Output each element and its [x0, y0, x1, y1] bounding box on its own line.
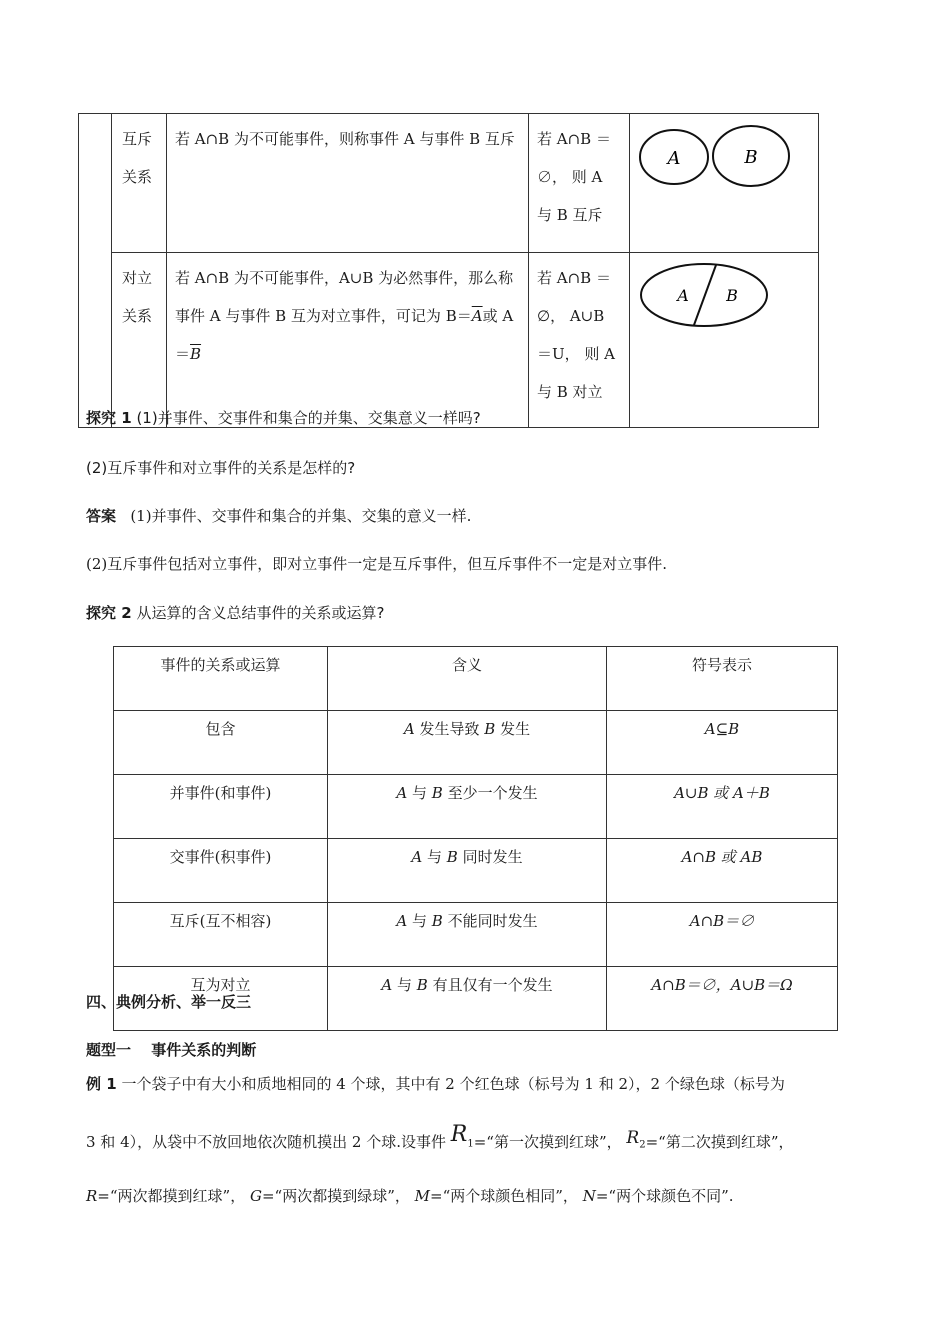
symbol-line: ＝U， 则 A — [537, 345, 616, 363]
event-b: B — [484, 720, 496, 738]
event-definition: =“两次都摸到红球”， — [97, 1187, 246, 1205]
relation-name: 互斥(互不相容) — [114, 903, 328, 967]
meaning-text: 与 — [427, 848, 443, 866]
relation-name-cell — [112, 253, 167, 428]
event-a: A — [396, 784, 408, 802]
symbol-cell — [607, 775, 838, 839]
example-text: 一个袋子中有大小和质地相同的 4 个球，其中有 2 个红色球（标号为 1 和 2），2 个绿色球（标号为 — [121, 1075, 785, 1093]
symbol-cell — [529, 114, 630, 253]
example-text: =“第二次摸到红球”， — [645, 1133, 794, 1151]
answer-text: (1)并事件、交事件和集合的并集、交集的意义一样. — [130, 507, 472, 525]
explore2-question — [86, 602, 384, 623]
meaning-text: 发生导致 — [419, 720, 480, 738]
example1-line2 — [86, 1122, 794, 1155]
example-text: =“第一次摸到红球”， — [473, 1133, 622, 1151]
symbol-line: 与 B 互斥 — [537, 206, 603, 224]
explore1-answer1 — [86, 505, 471, 526]
relation-table — [78, 113, 819, 428]
relation-name: 交事件(积事件) — [114, 839, 328, 903]
mutually-exclusive-venn-diagram — [630, 114, 819, 238]
explore-label: 探究 2 — [86, 604, 132, 622]
symbol-cell — [607, 967, 838, 1031]
definition-cell — [167, 114, 529, 253]
venn-cell — [630, 253, 819, 428]
divider-line — [694, 265, 716, 325]
subscript: 2 — [639, 1139, 646, 1151]
table-header-row — [114, 647, 838, 711]
definition-text: 或 A＝ — [175, 307, 514, 363]
event-r2 — [626, 1128, 646, 1151]
category-cell — [79, 114, 112, 428]
definition-text: 若 A∩B 为不可能事件，A∪B 为必然事件，那么称事件 A 与事件 B 互为对立事件，可记为 B＝ — [175, 269, 514, 325]
explore1-question1 — [86, 407, 481, 428]
section-heading: 四、典例分析、举一反三 — [86, 993, 252, 1011]
event-b: B — [446, 848, 458, 866]
event-a: A — [396, 912, 408, 930]
symbol-line: ∅， A∪B — [537, 307, 605, 325]
meaning-text: 有且仅有一个发生 — [432, 976, 553, 994]
explore-label: 探究 1 — [86, 409, 132, 427]
set-b-label: B — [726, 286, 738, 305]
meaning-text: 至少一个发生 — [447, 784, 538, 802]
symbol-text: A∩B＝∅ — [689, 912, 755, 930]
definition-cell — [167, 253, 529, 428]
example1-line3 — [86, 1185, 734, 1206]
explore1-question2: (2)互斥事件和对立事件的关系是怎样的? — [86, 459, 356, 477]
relation-name: 互斥 — [122, 130, 153, 148]
symbol-text: A∩B＝∅，A∪B＝Ω — [651, 976, 793, 994]
event-symbol: M — [414, 1187, 431, 1205]
event-a: A — [381, 976, 393, 994]
event-a: A — [411, 848, 423, 866]
symbol-cell — [607, 711, 838, 775]
subscript: 1 — [467, 1138, 474, 1150]
column-header: 符号表示 — [607, 647, 838, 711]
symbol-text: A⊆B — [704, 720, 740, 738]
relation-name-cell — [112, 114, 167, 253]
table-row — [114, 839, 838, 903]
event-symbol: R — [626, 1128, 640, 1148]
set-b-label: B — [744, 147, 758, 168]
column-header: 事件的关系或运算 — [114, 647, 328, 711]
complement-a: $\overline{A}$ — [471, 307, 483, 325]
example-label: 例 1 — [86, 1075, 117, 1093]
event-symbol: R — [86, 1187, 98, 1205]
event-b: B — [431, 912, 443, 930]
symbol-line: 与 B 对立 — [537, 383, 603, 401]
event-b: B — [431, 784, 443, 802]
example-text: 3 和 4），从袋中不放回地依次随机摸出 2 个球.设事件 — [86, 1133, 446, 1151]
table-row — [114, 903, 838, 967]
relation-name: 并事件(和事件) — [114, 775, 328, 839]
meaning-cell — [328, 711, 607, 775]
column-header: 含义 — [328, 647, 607, 711]
meaning-cell — [328, 967, 607, 1031]
answer-label: 答案 — [86, 507, 117, 525]
event-symbol: G — [249, 1187, 262, 1205]
symbol-cell — [529, 253, 630, 428]
symbol-line: 若 A∩B ＝ — [537, 269, 611, 287]
symbol-line: 若 A∩B ＝ — [537, 130, 611, 148]
table-row — [79, 253, 819, 428]
set-a-label: A — [677, 286, 689, 305]
example1-line1 — [86, 1073, 785, 1094]
event-definition: =“两个球颜色相同”， — [430, 1187, 578, 1205]
meaning-cell — [328, 775, 607, 839]
relation-name: 关系 — [122, 307, 153, 325]
event-symbol: N — [582, 1187, 596, 1205]
event-definition: =“两个球颜色不同”. — [595, 1187, 734, 1205]
summary-table — [113, 646, 838, 1031]
meaning-text: 与 — [412, 784, 428, 802]
question-text: 从运算的含义总结事件的关系或运算? — [136, 604, 385, 622]
set-a-label: A — [667, 148, 681, 169]
relation-name: 关系 — [122, 168, 153, 186]
event-a: A — [403, 720, 415, 738]
venn-cell — [630, 114, 819, 253]
relation-name: 对立 — [122, 269, 153, 287]
complement-b: $\overline{B}$ — [190, 345, 202, 363]
meaning-cell — [328, 839, 607, 903]
table-row — [79, 114, 819, 253]
question-text: (1)并事件、交事件和集合的并集、交集意义一样吗? — [136, 409, 481, 427]
table-row — [114, 775, 838, 839]
symbol-line: ∅， 则 A — [537, 168, 603, 186]
meaning-text: 发生 — [500, 720, 531, 738]
relation-name: 互为对立 — [114, 967, 328, 1031]
symbol-text: A∩B 或 AB — [681, 848, 763, 866]
explore1-answer2: (2)互斥事件包括对立事件，即对立事件一定是互斥事件，但互斥事件不一定是对立事件. — [86, 555, 668, 573]
type-heading: 题型一 事件关系的判断 — [86, 1041, 257, 1059]
symbol-cell — [607, 839, 838, 903]
meaning-text: 同时发生 — [462, 848, 523, 866]
event-definition: =“两次都摸到绿球”， — [261, 1187, 410, 1205]
meaning-text: 与 — [397, 976, 413, 994]
relation-name: 包含 — [114, 711, 328, 775]
meaning-text: 不能同时发生 — [447, 912, 538, 930]
event-symbol: R — [450, 1122, 468, 1147]
event-r1 — [450, 1122, 474, 1150]
meaning-cell — [328, 903, 607, 967]
symbol-text: A∪B 或 A＋B — [674, 784, 770, 802]
definition-text: 若 A∩B 为不可能事件，则称事件 A 与事件 B 互斥 — [175, 130, 515, 148]
symbol-cell — [607, 903, 838, 967]
complementary-venn-diagram — [630, 253, 819, 413]
meaning-text: 与 — [412, 912, 428, 930]
event-b: B — [416, 976, 428, 994]
table-row — [114, 711, 838, 775]
